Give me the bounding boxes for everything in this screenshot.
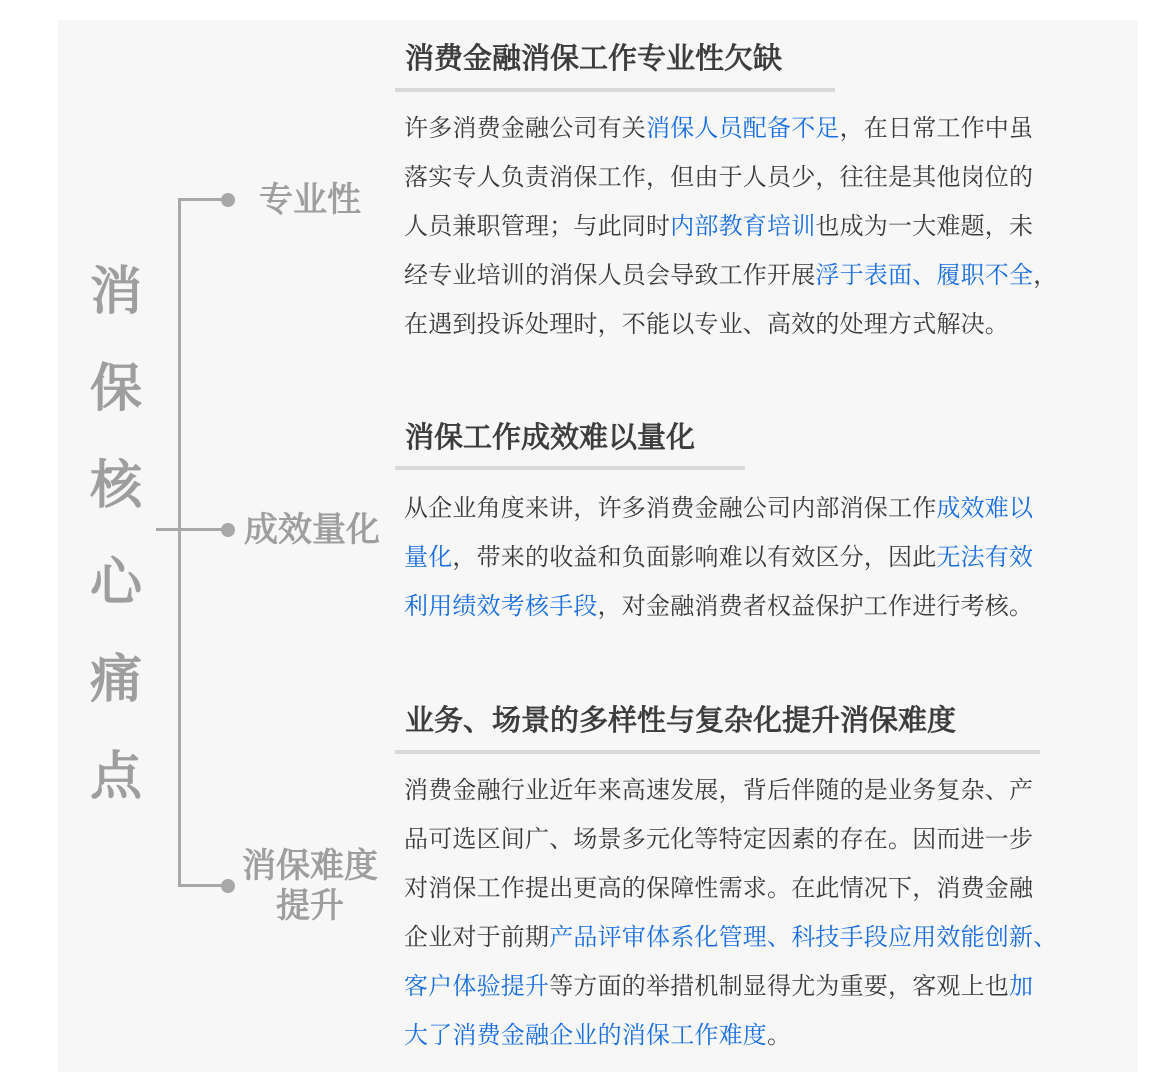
body-line xyxy=(404,815,1144,864)
highlight-text: 无法有效 xyxy=(936,543,1034,571)
section-body-professionalism xyxy=(404,104,1144,349)
section-title-effectiveness: 消保工作成效难以量化 xyxy=(405,420,696,454)
body-text: 经专业培训的消保人员会导致工作开展 xyxy=(404,261,816,289)
body-text: 等方面的举措机制显得尤为重要，客观上也 xyxy=(549,972,1010,1000)
body-text: 。 xyxy=(767,1021,792,1049)
body-line xyxy=(404,582,1144,631)
highlight-text: 浮于表面、履职不全 xyxy=(815,261,1034,289)
body-text: 企业对于前期 xyxy=(404,923,550,951)
body-text: 消费金融行业近年来高速发展，背后伴随的是业务复杂、产 xyxy=(404,776,1034,804)
highlight-text: 客户体验提升 xyxy=(404,972,550,1000)
body-text: 人员兼职管理；与此同时 xyxy=(404,212,671,240)
title-char: 消 xyxy=(89,262,142,322)
body-text: 也成为一大难题，未 xyxy=(815,212,1034,240)
connector-dot xyxy=(221,193,235,207)
highlight-text: 消保人员配备不足 xyxy=(646,114,840,142)
body-text: ，在日常工作中虽 xyxy=(839,114,1034,142)
body-line xyxy=(404,484,1144,533)
body-line xyxy=(404,153,1144,202)
highlight-text: 成效难以 xyxy=(936,494,1034,522)
highlight-text: 利用绩效考核手段 xyxy=(404,592,598,620)
body-text: 从企业角度来讲，许多消费金融公司内部消保工作 xyxy=(404,494,937,522)
highlight-text: 加 xyxy=(1009,972,1034,1000)
highlight-text: 量化 xyxy=(404,543,453,571)
section-body-effectiveness xyxy=(404,484,1144,631)
body-text: 品可选区间广、场景多元化等特定因素的存在。因而进一步 xyxy=(404,825,1034,853)
body-line xyxy=(404,864,1144,913)
title-underline xyxy=(395,88,835,92)
title-char: 痛 xyxy=(89,650,142,710)
body-line xyxy=(404,962,1144,1011)
body-text: 许多消费金融公司有关 xyxy=(404,114,646,142)
body-line xyxy=(404,1011,1144,1060)
connector-dot xyxy=(221,523,235,537)
body-text: 在遇到投诉处理时，不能以专业、高效的处理方式解决。 xyxy=(404,310,1009,338)
branch-difficulty xyxy=(232,846,388,926)
body-text: ， xyxy=(1033,261,1058,289)
branch-professionalism: 专业性 xyxy=(259,180,361,220)
body-text: ，对金融消费者权益保护工作进行考核。 xyxy=(597,592,1034,620)
body-line xyxy=(404,202,1144,251)
title-char: 核 xyxy=(89,456,142,516)
title-char: 点 xyxy=(89,747,142,807)
branch-effectiveness: 成效量化 xyxy=(244,510,380,550)
branch-difficulty-line1: 消保难度 xyxy=(242,846,378,886)
body-line xyxy=(404,104,1144,153)
section-body-difficulty xyxy=(404,766,1144,1060)
connector-trunk xyxy=(178,198,181,886)
body-text: 对消保工作提出更高的保障性需求。在此情况下，消费金融 xyxy=(404,874,1034,902)
highlight-text: 产品评审体系化管理、科技手段应用效能创新、 xyxy=(549,923,1058,951)
body-line xyxy=(404,300,1144,349)
body-text: ，带来的收益和负面影响难以有效区分，因此 xyxy=(452,543,937,571)
title-underline xyxy=(395,466,745,470)
highlight-text: 内部教育培训 xyxy=(670,212,816,240)
body-line xyxy=(404,251,1144,300)
branch-difficulty-line2: 提升 xyxy=(276,886,344,926)
body-line xyxy=(404,766,1144,815)
connector-middle xyxy=(156,528,228,531)
main-title-vertical xyxy=(80,262,152,844)
section-title-professionalism: 消费金融消保工作专业性欠缺 xyxy=(405,41,783,75)
section-title-difficulty: 业务、场景的多样性与复杂化提升消保难度 xyxy=(405,703,957,737)
title-char: 心 xyxy=(89,553,142,613)
body-line xyxy=(404,913,1144,962)
title-underline xyxy=(395,750,1040,754)
title-char: 保 xyxy=(89,359,142,419)
highlight-text: 大了消费金融企业的消保工作难度 xyxy=(404,1021,767,1049)
body-text: 落实专人负责消保工作，但由于人员少，往往是其他岗位的 xyxy=(404,163,1034,191)
body-line xyxy=(404,533,1144,582)
